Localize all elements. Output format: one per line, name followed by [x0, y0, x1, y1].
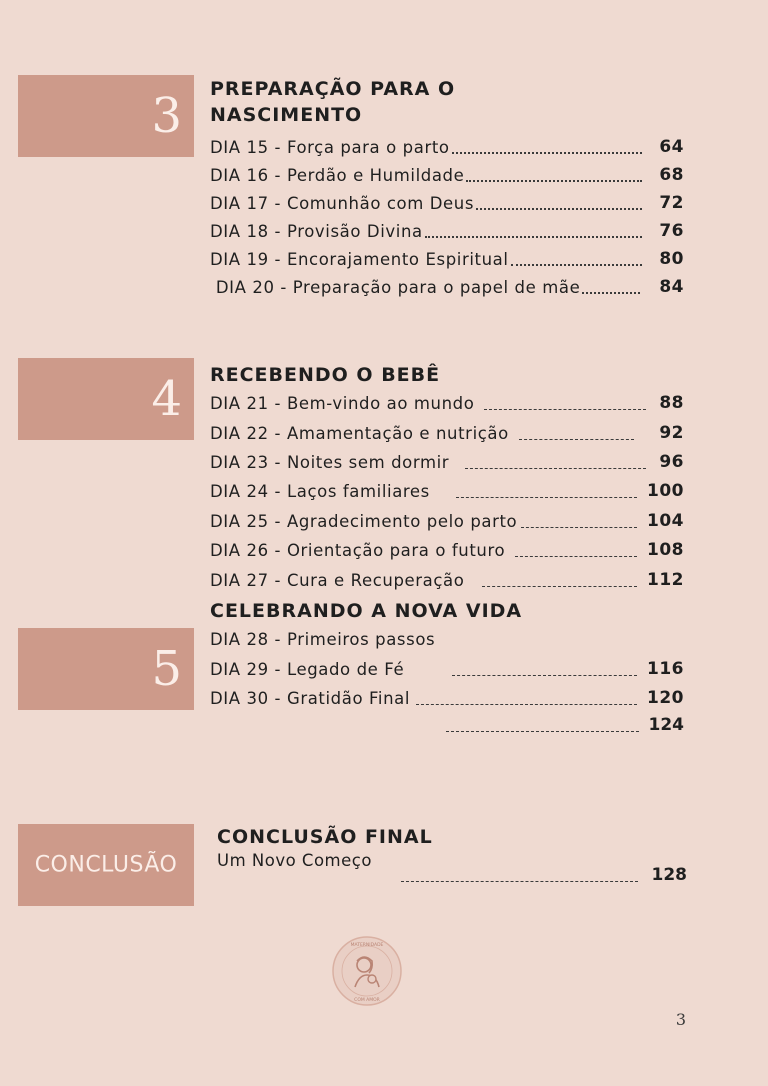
section-number: 4 — [151, 371, 182, 427]
toc-entry-page: 96 — [659, 452, 684, 472]
toc-entry-label: Um Novo Começo — [217, 851, 372, 870]
toc-entry[interactable] — [210, 448, 684, 476]
toc-entry-label: DIA 16 - Perdão e Humildade — [210, 165, 465, 185]
conclusion-title: CONCLUSÃO FINAL — [217, 826, 433, 848]
section-4-block — [18, 358, 194, 440]
toc-entry-label: DIA 17 - Comunhão com Deus — [210, 193, 475, 213]
toc-entry-page: 88 — [659, 393, 684, 413]
toc-entry-label: DIA 18 - Provisão Divina — [210, 221, 423, 241]
section-3-block — [18, 75, 194, 157]
toc-entry[interactable] — [210, 245, 684, 273]
dash-leader — [515, 544, 637, 557]
toc-entry-page: 108 — [647, 540, 684, 560]
toc-entry-page: 100 — [647, 481, 684, 501]
toc-entry[interactable] — [210, 566, 684, 594]
toc-entry-page: 104 — [647, 511, 684, 531]
toc-entry-page: 80 — [659, 249, 684, 269]
toc-entry-label: DIA 20 - Preparação para o papel de mãe — [210, 277, 581, 297]
toc-entry-label: DIA 15 - Força para o parto — [210, 137, 450, 157]
dot-leader — [476, 196, 642, 210]
section-3-title-line2: NASCIMENTO — [210, 104, 363, 126]
toc-entry-page: 76 — [659, 221, 684, 241]
toc-entry[interactable] — [210, 477, 684, 505]
section-number: 3 — [151, 88, 182, 144]
toc-entry[interactable] — [210, 507, 684, 535]
dash-leader — [416, 692, 637, 705]
dot-leader — [425, 224, 642, 238]
toc-entry[interactable] — [210, 625, 684, 653]
toc-entry[interactable] — [210, 419, 684, 447]
section-4-title: RECEBENDO O BEBÊ — [210, 364, 441, 386]
toc-entry-page: 72 — [659, 193, 684, 213]
dash-leader — [521, 515, 637, 528]
dash-leader — [401, 869, 638, 882]
dash-leader — [465, 456, 646, 469]
toc-entry-label: DIA 23 - Noites sem dormir — [210, 452, 450, 472]
logo-text-bottom: COM AMOR — [354, 998, 380, 1003]
toc-entry-page: 120 — [647, 688, 684, 708]
toc-page-line[interactable] — [217, 862, 687, 888]
dot-leader — [511, 252, 642, 266]
dot-leader — [452, 140, 642, 154]
dash-leader — [446, 719, 639, 732]
conclusion-block — [18, 824, 194, 906]
dot-leader — [582, 280, 640, 294]
toc-entry-label: DIA 26 - Orientação para o futuro — [210, 540, 506, 560]
toc-entry-page: 68 — [659, 165, 684, 185]
toc-entry[interactable] — [210, 536, 684, 564]
toc-entry[interactable] — [210, 389, 684, 417]
toc-entry-label: DIA 21 - Bem-vindo ao mundo — [210, 393, 475, 413]
toc-page-line[interactable] — [210, 712, 684, 738]
toc-entry-label: DIA 22 - Amamentação e nutrição — [210, 423, 509, 443]
toc-entry-label: DIA 30 - Gratidão Final — [210, 688, 411, 708]
dot-leader — [466, 168, 642, 182]
toc-entry-page: 84 — [659, 277, 684, 297]
toc-entry-page: 92 — [659, 423, 684, 443]
toc-entry-page: 128 — [651, 865, 687, 885]
toc-entry[interactable] — [210, 655, 684, 683]
toc-entry-page: 124 — [648, 715, 684, 735]
toc-entry-label: DIA 27 - Cura e Recuperação — [210, 570, 465, 590]
section-5-title: CELEBRANDO A NOVA VIDA — [210, 600, 523, 622]
dash-leader — [452, 663, 637, 676]
toc-entry[interactable] — [210, 273, 684, 301]
toc-entry-page: 64 — [659, 137, 684, 157]
dash-leader — [484, 397, 646, 410]
mother-and-baby-logo-icon — [331, 935, 403, 1007]
section-5-block — [18, 628, 194, 710]
toc-entry[interactable] — [210, 161, 684, 189]
section-3-title — [210, 76, 455, 128]
toc-entry-label: DIA 19 - Encorajamento Espiritual — [210, 249, 509, 269]
section-number: 5 — [151, 641, 182, 697]
toc-entry-label: DIA 28 - Primeiros passos — [210, 629, 436, 649]
conclusion-block-label: CONCLUSÃO — [34, 852, 178, 878]
logo-text-top: MATERNIDADE — [350, 943, 384, 948]
dash-leader — [482, 574, 637, 587]
section-3-title-line1: PREPARAÇÃO PARA O — [210, 78, 456, 100]
toc-entry-page: 116 — [647, 659, 684, 679]
toc-entry[interactable] — [210, 684, 684, 712]
toc-entry-label: DIA 25 - Agradecimento pelo parto — [210, 511, 518, 531]
dash-leader — [519, 427, 634, 440]
toc-entry[interactable] — [210, 217, 684, 245]
toc-entry[interactable] — [210, 133, 684, 161]
toc-entry-label: DIA 29 - Legado de Fé — [210, 659, 405, 679]
toc-entry-page: 112 — [647, 570, 684, 590]
dash-leader — [456, 485, 637, 498]
toc-entry-label: DIA 24 - Laços familiares — [210, 481, 430, 501]
page-number: 3 — [675, 1010, 686, 1029]
toc-entry[interactable] — [210, 189, 684, 217]
